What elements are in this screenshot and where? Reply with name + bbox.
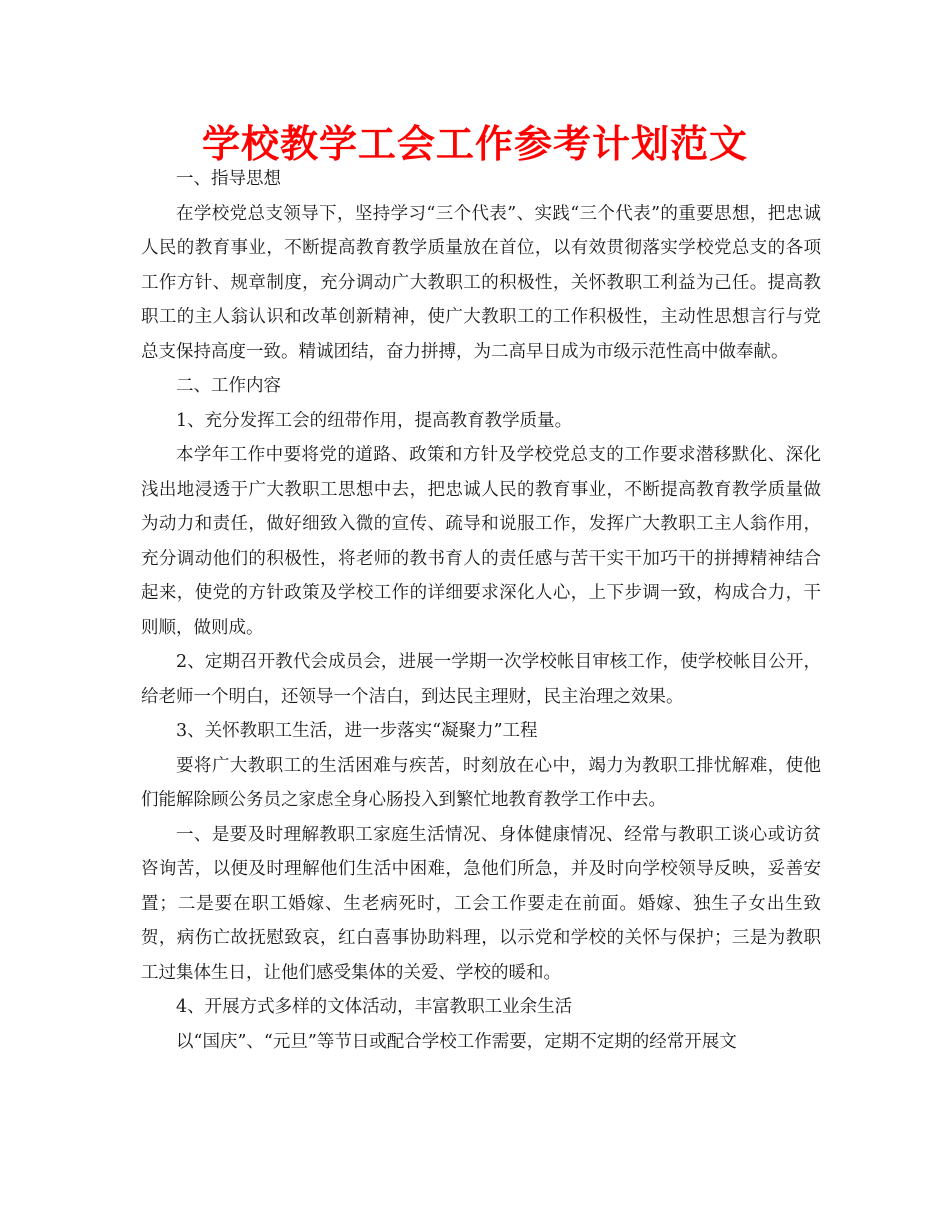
document-body [141, 162, 821, 1059]
section-heading-guiding-thought: 一、指导思想 [176, 169, 281, 189]
subheading-item-1: 1、充分发挥工会的纽带作用，提高教育教学质量。 [176, 410, 573, 431]
body-paragraph: 以“国庆”、“元旦”等节日或配合学校工作需要，定期不定期的经常开展文 [176, 1031, 737, 1052]
body-paragraph: 本学年工作中要将党的道路、政策和方针及学校党总支的工作要求潜移默化、深化浅出地浸透于广大教职工思想中去，把忠诚人民的教育事业，不断提高教育教学质量做为动力和责任，做好细致入微的宣传、疏导和说服工作，发挥广大教职工主人翁作用，充分调动他们的积极性，将老师的教书育人的责任感与苦干实干加巧干的拼搏精神结合起来，使党的方针政策及学校工作的详细要求深化人心，上下步调一致，构成合力，干则顺，做则成。 [141, 445, 821, 638]
section-heading-work-content: 二、工作内容 [176, 376, 281, 396]
subheading-item-4: 4、开展方式多样的文体活动，丰富教职工业余生活 [176, 997, 573, 1017]
subheading-item-3: 3、关怀教职工生活，进一步落实“凝聚力”工程 [176, 721, 538, 741]
body-paragraph: 要将广大教职工的生活困难与疾苦，时刻放在心中，竭力为教职工排忧解难，使他们能解除顾公务员之家虑全身心肠投入到繁忙地教育教学工作中去。 [141, 755, 821, 810]
body-paragraph: 在学校党总支领导下，坚持学习“三个代表”、实践“三个代表”的重要思想，把忠诚人民的教育事业，不断提高教育教学质量放在首位，以有效贯彻落实学校党总支的各项工作方针、规章制度，充分调动广大教职工的积极性，关怀教职工利益为己任。提高教职工的主人翁认识和改革创新精神，使广大教职工的工作积极性，主动性思想言行与党总支保持高度一致。精诚团结，奋力拼搏，为二高早日成为市级示范性高中做奉献。 [141, 203, 821, 362]
document-title: 学校教学工会工作参考计划范文 [201, 122, 748, 166]
subheading-item-2: 2、定期召开教代会成员会，进展一学期一次学校帐目审核工作，使学校帐目公开，给老师一个明白，还领导一个洁白，到达民主理财，民主治理之效果。 [141, 652, 821, 707]
body-paragraph: 一、是要及时理解教职工家庭生活情况、身体健康情况、经常与教职工谈心或访贫咨询苦，以便及时理解他们生活中困难，急他们所急，并及时向学校领导反映，妥善安置；二是要在职工婚嫁、生老病死时，工会工作要走在前面。婚嫁、独生子女出生致贺，病伤亡故抚慰致哀，红白喜事协助料理，以示党和学校的关怀与保护；三是为教职工过集体生日，让他们感受集体的关爱、学校的暖和。 [141, 824, 821, 983]
